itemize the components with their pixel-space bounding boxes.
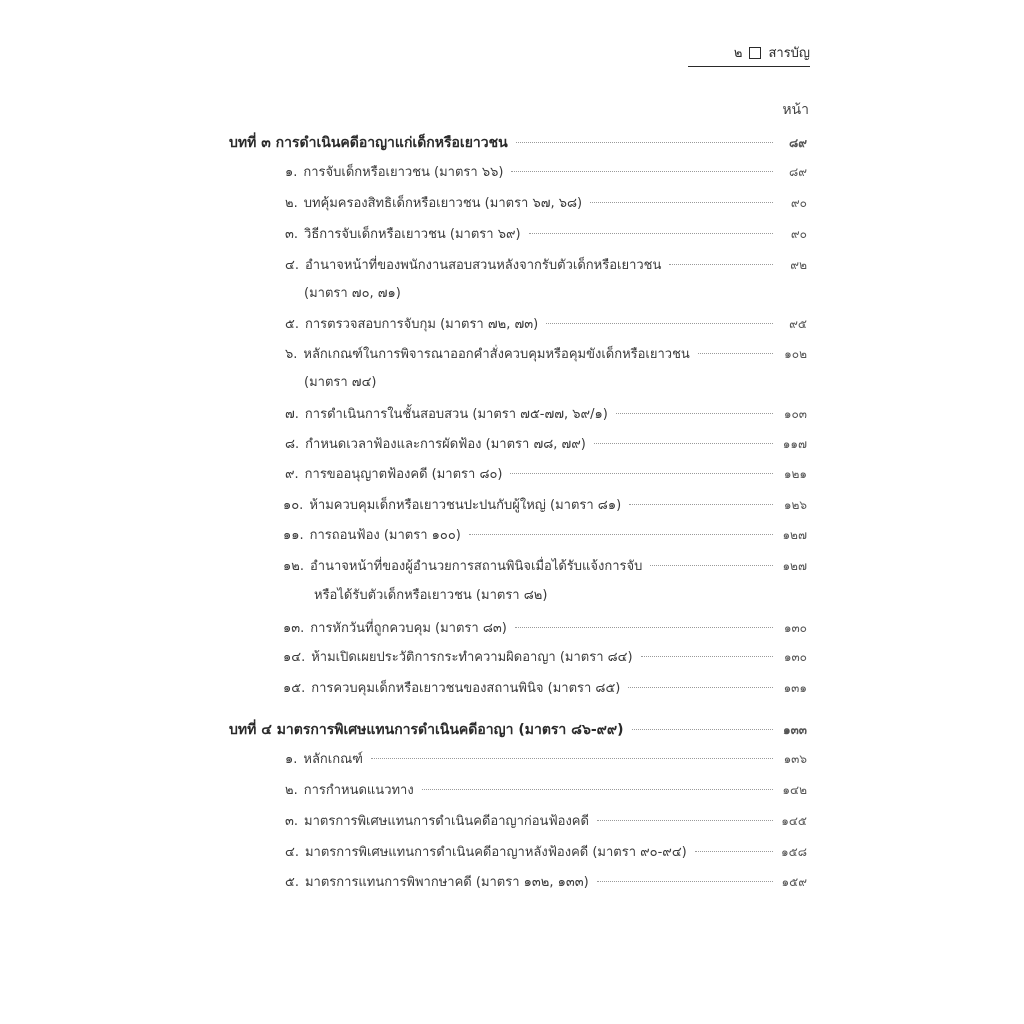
page-number: ๑๕๘ (781, 845, 807, 859)
entry-number: ๔. (285, 845, 299, 860)
toc-entry[interactable] (285, 871, 807, 893)
entry-number: ๒. (285, 783, 298, 798)
page-number: ๙๕ (789, 317, 807, 331)
entry-number: ๓. (285, 814, 299, 829)
entry-number: ๑๑. (283, 528, 304, 543)
entry-number: ๑๐. (283, 498, 304, 513)
chapter-title: บทที่ ๔ มาตรการพิเศษแทนการดำเนินคดีอาญา (มาตรา ๘๖-๙๙) (229, 722, 624, 738)
entry-title: อำนาจหน้าที่ของผู้อำนวยการสถานพินิจเมื่อได้รับแจ้งการจับ (309, 559, 643, 574)
page-number: ๑๓๐ (783, 621, 807, 635)
entry-number: ๑๕. (283, 681, 306, 696)
page-number: ๑๔๕ (781, 814, 807, 828)
dot-leader (469, 534, 773, 535)
page-number: ๑๐๓ (783, 407, 807, 421)
square-box-icon (749, 47, 761, 59)
page-number: ๑๐๒ (784, 347, 807, 361)
entry-title: การกำหนดแนวทาง (303, 783, 414, 798)
entry-title: กำหนดเวลาฟ้องและการผัดฟ้อง (มาตรา ๗๘, ๗๙) (305, 437, 586, 452)
chapter-4-heading[interactable] (229, 719, 807, 741)
entry-title: การดำเนินการในชั้นสอบสวน (มาตรา ๗๕-๗๗, ๖๙/๑) (304, 407, 608, 422)
entry-number: ๔. (285, 258, 299, 273)
toc-entry[interactable] (283, 524, 807, 546)
page-number: ๑๓๓ (782, 723, 807, 737)
page-number: ๑๒๖ (783, 498, 807, 512)
dot-leader (597, 881, 773, 882)
page-number: ๑๑๗ (782, 437, 807, 451)
entry-title: มาตรการแทนการพิพากษาคดี (มาตรา ๑๓๒, ๑๓๓) (304, 875, 589, 890)
toc-entry[interactable] (285, 192, 807, 214)
toc-entry[interactable] (283, 677, 807, 699)
entry-title: หลักเกณฑ์ (303, 752, 363, 767)
page-number: ๑๒๗ (782, 559, 807, 573)
toc-entry[interactable] (285, 161, 807, 183)
dot-leader (515, 627, 773, 628)
entry-title: การจับเด็กหรือเยาวชน (มาตรา ๖๖) (303, 165, 504, 180)
entry-number: ๑๒. (283, 559, 304, 574)
dot-leader (510, 473, 773, 474)
dot-leader (371, 758, 773, 759)
entry-continuation: หรือได้รับตัวเด็กหรือเยาวชน (มาตรา ๘๒) (314, 588, 548, 603)
dot-leader (590, 202, 773, 203)
dot-leader (698, 353, 773, 354)
running-head (734, 42, 810, 63)
page-number: ๑๒๗ (782, 528, 807, 542)
page-number: ๑๓๖ (783, 752, 807, 766)
running-head-title: สารบัญ (768, 46, 810, 61)
toc-entry[interactable] (285, 779, 807, 801)
entry-continuation: (มาตรา ๗๐, ๗๑) (304, 286, 401, 301)
dot-leader (650, 565, 773, 566)
dot-leader (632, 729, 773, 730)
toc-entry[interactable] (285, 343, 807, 365)
entry-number: ๙. (285, 467, 299, 482)
dot-leader (628, 687, 773, 688)
entry-number: ๒. (285, 196, 298, 211)
page-number: ๙๒ (790, 258, 807, 272)
dot-leader (641, 656, 773, 657)
entry-title: การควบคุมเด็กหรือเยาวชนของสถานพินิจ (มาตรา ๘๕) (311, 681, 621, 696)
entry-number: ๑๔. (283, 650, 306, 665)
toc-entry[interactable] (285, 403, 807, 425)
toc-entry[interactable] (285, 748, 807, 770)
toc-entry[interactable] (285, 463, 807, 485)
entry-number: ๘. (285, 437, 300, 452)
dot-leader (529, 233, 773, 234)
dot-leader (597, 820, 773, 821)
entry-number: ๑. (285, 165, 298, 180)
toc-entry[interactable] (285, 810, 807, 832)
dot-leader (422, 789, 773, 790)
dot-leader (546, 323, 773, 324)
entry-title: การถอนฟ้อง (มาตรา ๑๐๐) (309, 528, 461, 543)
page-number: ๙๐ (790, 196, 807, 210)
page-number: ๑๓๑ (783, 681, 807, 695)
toc-entry[interactable] (283, 555, 807, 577)
page-number: ๑๓๐ (783, 650, 807, 664)
entry-title: หลักเกณฑ์ในการพิจารณาออกคำสั่งควบคุมหรือคุมขังเด็กหรือเยาวชน (303, 347, 690, 362)
entry-title: การหักวันที่ถูกควบคุม (มาตรา ๘๓) (310, 621, 507, 636)
toc-entry[interactable] (283, 617, 807, 639)
chapter-3-heading[interactable] (229, 132, 807, 154)
entry-title: ห้ามเปิดเผยประวัติการกระทำความผิดอาญา (มาตรา ๘๔) (311, 650, 633, 665)
toc-entry[interactable] (283, 646, 807, 668)
entry-title: อำนาจหน้าที่ของพนักงานสอบสวนหลังจากรับตัวเด็กหรือเยาวชน (304, 258, 662, 273)
page-number: ๑๒๑ (783, 467, 807, 481)
header-rule (688, 66, 810, 67)
entry-number: ๗. (285, 407, 299, 422)
toc-entry[interactable] (285, 841, 807, 863)
entry-number: ๕. (285, 317, 299, 332)
entry-number: ๕. (285, 875, 299, 890)
entry-continuation: (มาตรา ๗๔) (304, 375, 377, 390)
page-number: ๑๕๙ (781, 875, 807, 889)
dot-leader (629, 504, 773, 505)
entry-title: มาตรการพิเศษแทนการดำเนินคดีอาญาหลังฟ้องคดี (มาตรา ๙๐-๙๔) (304, 845, 687, 860)
toc-entry[interactable] (285, 433, 807, 455)
page-number: ๘๙ (788, 165, 807, 179)
dot-leader (669, 264, 773, 265)
entry-title: บทคุ้มครองสิทธิเด็กหรือเยาวชน (มาตรา ๖๗, ๖๘) (303, 196, 583, 211)
entry-number: ๖. (285, 347, 298, 362)
page-column-label: หน้า (782, 102, 809, 118)
dot-leader (516, 142, 773, 143)
chapter-title: บทที่ ๓ การดำเนินคดีอาญาแก่เด็กหรือเยาวชน (229, 135, 508, 151)
entry-title: มาตรการพิเศษแทนการดำเนินคดีอาญาก่อนฟ้องคดี (304, 814, 589, 829)
dot-leader (594, 443, 773, 444)
entry-title: วิธีการจับเด็กหรือเยาวชน (มาตรา ๖๙) (304, 227, 521, 242)
page-number: ๑๔๒ (782, 783, 807, 797)
dot-leader (511, 171, 773, 172)
entry-title: ห้ามควบคุมเด็กหรือเยาวชนปะปนกับผู้ใหญ่ (มาตรา ๘๑) (309, 498, 622, 513)
entry-title: การตรวจสอบการจับกุม (มาตรา ๗๒, ๗๓) (304, 317, 539, 332)
running-head-page-number: ๒ (733, 46, 743, 61)
dot-leader (695, 851, 773, 852)
toc-entry[interactable] (285, 254, 807, 276)
toc-entry[interactable] (283, 494, 807, 516)
entry-number: ๑. (285, 752, 298, 767)
entry-number: ๓. (285, 227, 299, 242)
toc-entry[interactable] (285, 223, 807, 245)
page-number: ๘๙ (788, 136, 807, 150)
toc-entry[interactable] (285, 313, 807, 335)
page-number: ๙๐ (790, 227, 807, 241)
dot-leader (616, 413, 773, 414)
entry-number: ๑๓. (283, 621, 305, 636)
entry-title: การขออนุญาตฟ้องคดี (มาตรา ๘๐) (304, 467, 503, 482)
